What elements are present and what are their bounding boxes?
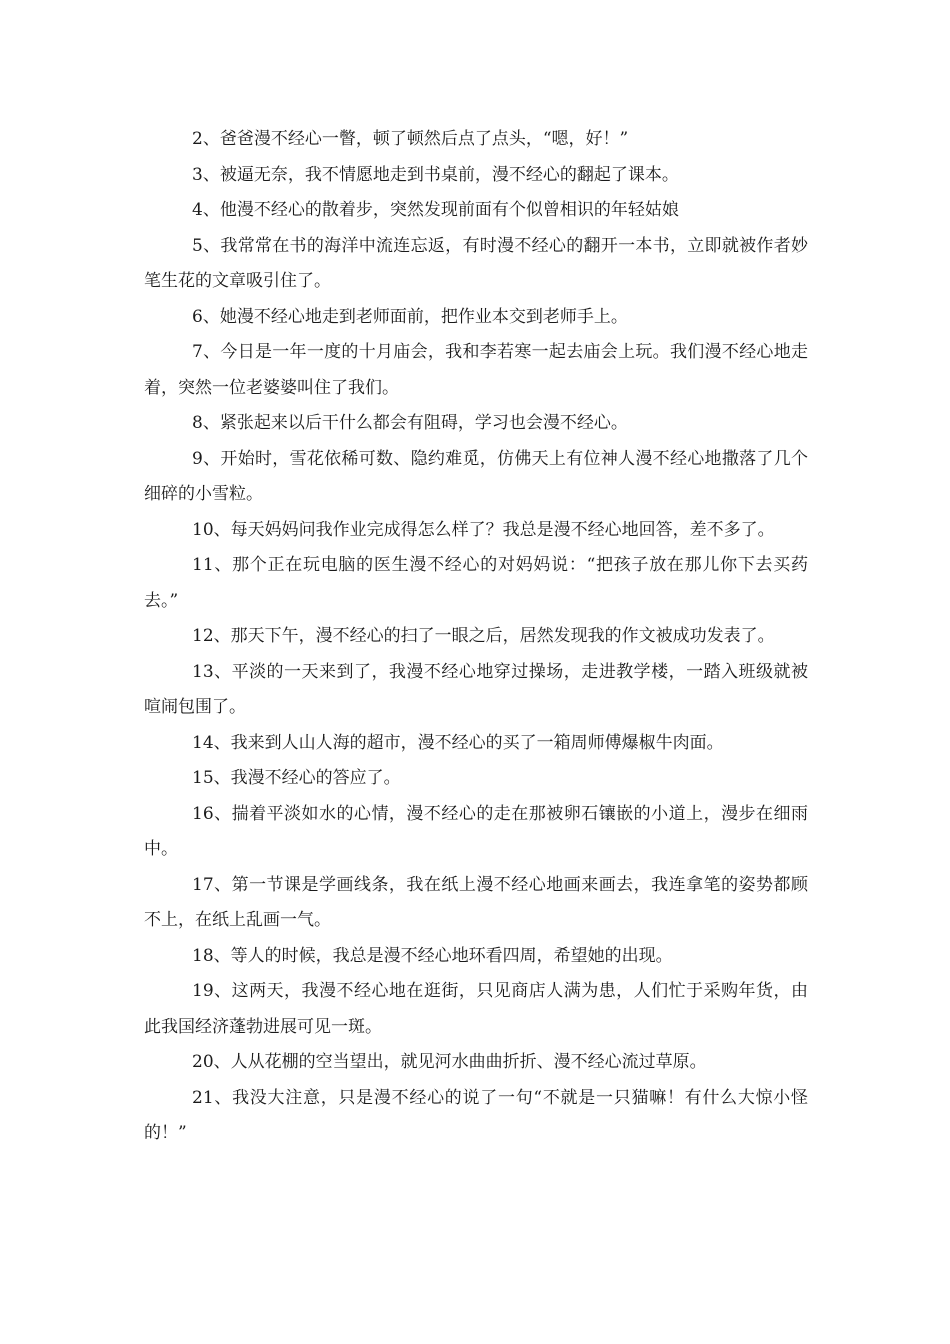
paragraph-9: 9、开始时，雪花依稀可数、隐约难觅，仿佛天上有位神人漫不经心地撒落了几个细碎的小雪粒。 (144, 448, 808, 504)
paragraph-6: 6、她漫不经心地走到老师面前，把作业本交到老师手上。 (192, 306, 628, 327)
paragraph-13: 13、平淡的一天来到了，我漫不经心地穿过操场，走进教学楼，一踏入班级就被喧闹包围了。 (144, 661, 808, 717)
paragraph-3: 3、被逼无奈，我不情愿地走到书桌前，漫不经心的翻起了课本。 (192, 164, 679, 185)
paragraph-11: 11、那个正在玩电脑的医生漫不经心的对妈妈说：“把孩子放在那儿你下去买药去。” (144, 555, 808, 611)
paragraph-5: 5、我常常在书的海洋中流连忘返，有时漫不经心的翻开一本书，立即就被作者妙笔生花的文章吸引住了。 (144, 235, 808, 291)
paragraph-10: 10、每天妈妈问我作业完成得怎么样了？我总是漫不经心地回答，差不多了。 (192, 519, 775, 540)
document-body (144, 122, 808, 1152)
paragraph-4: 4、他漫不经心的散着步，突然发现前面有个似曾相识的年轻姑娘 (192, 200, 679, 220)
paragraph-16: 16、揣着平淡如水的心情，漫不经心的走在那被卵石镶嵌的小道上，漫步在细雨中。 (144, 803, 808, 859)
paragraph-19: 19、这两天，我漫不经心地在逛街，只见商店人满为患，人们忙于采购年货，由此我国经济蓬勃进展可见一斑。 (144, 981, 808, 1037)
paragraph-18: 18、等人的时候，我总是漫不经心地环看四周，希望她的出现。 (192, 945, 673, 966)
paragraph-20: 20、人从花棚的空当望出，就见河水曲曲折折、漫不经心流过草原。 (192, 1052, 707, 1072)
paragraph-17: 17、第一节课是学画线条，我在纸上漫不经心地画来画去，我连拿笔的姿势都顾不上，在纸上乱画一气。 (144, 874, 808, 930)
paragraph-7: 7、今日是一年一度的十月庙会，我和李若寒一起去庙会上玩。我们漫不经心地走着，突然一位老婆婆叫住了我们。 (144, 342, 808, 398)
paragraph-2: 2、爸爸漫不经心一瞥，顿了顿然后点了点头，“嗯，好！” (192, 129, 629, 149)
paragraph-21: 21、我没大注意，只是漫不经心的说了一句“不就是一只猫嘛！有什么大惊小怪的！” (144, 1087, 808, 1143)
paragraph-14: 14、我来到人山人海的超市，漫不经心的买了一箱周师傅爆椒牛肉面。 (192, 732, 724, 753)
paragraph-12: 12、那天下午，漫不经心的扫了一眼之后，居然发现我的作文被成功发表了。 (192, 626, 775, 646)
paragraph-8: 8、紧张起来以后干什么都会有阻碍，学习也会漫不经心。 (192, 413, 628, 433)
paragraph-15: 15、我漫不经心的答应了。 (192, 768, 401, 788)
